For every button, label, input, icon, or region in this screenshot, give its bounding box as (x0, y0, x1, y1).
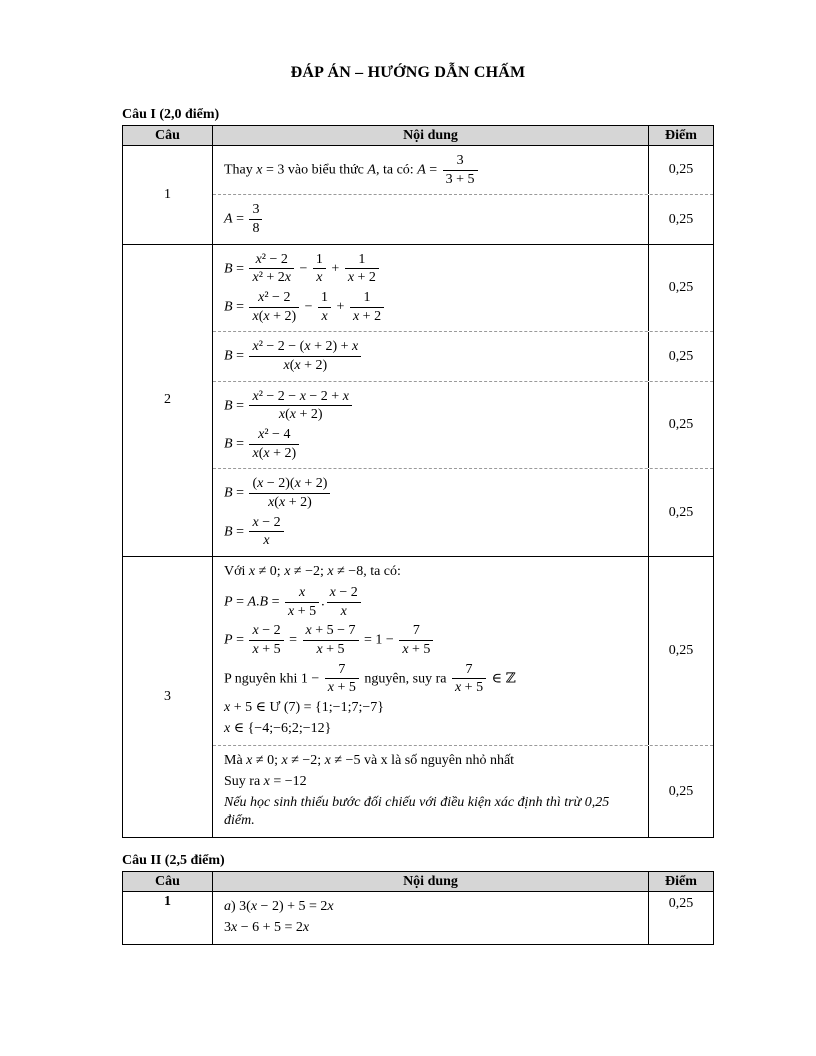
fraction-numerator: x² − 2 (249, 290, 299, 308)
content-cell (213, 746, 649, 838)
math-text: . (321, 594, 325, 610)
column-header-diem: Điểm (665, 128, 697, 143)
fraction (249, 252, 294, 286)
plain-text: nguyên, suy ra (360, 671, 450, 687)
content-line (224, 289, 640, 325)
content-cell (213, 469, 649, 556)
math-text: ∈ ℤ (488, 671, 516, 687)
fraction-denominator: x(x + 2) (283, 358, 328, 374)
content-line (224, 752, 640, 771)
content-cell (213, 245, 649, 332)
fraction-denominator: x + 5 (316, 642, 345, 657)
fraction-denominator: x + 5 (402, 642, 431, 657)
question-number: 3 (123, 557, 213, 837)
score-cell: 0,25 (668, 642, 694, 658)
math-text: = 1 − (360, 632, 398, 648)
score-cell: 0,25 (668, 896, 694, 912)
math-text: B = (224, 261, 248, 277)
content-line (224, 622, 640, 658)
fraction-numerator: x² − 2 − x − 2 + x (249, 389, 351, 407)
plain-text: Với (224, 564, 249, 580)
fraction (452, 662, 486, 696)
note-text: Nếu học sinh thiếu bước đối chiếu với điều kiện xác định thì trừ 0,25 điểm. (224, 794, 610, 829)
fraction (325, 662, 359, 696)
fraction-denominator: 8 (252, 221, 260, 237)
section-cau-2 (122, 853, 714, 945)
math-text: x + 5 ∈ Ư (7) = {1;−1;7;−7} (224, 700, 384, 716)
fraction (249, 202, 262, 236)
fraction-denominator: x² + 2x (252, 270, 291, 286)
section-cau-1 (122, 107, 714, 838)
fraction-numerator: 7 (399, 623, 433, 641)
score-cell: 0,25 (668, 211, 694, 227)
content-line (224, 794, 640, 832)
table-row (213, 892, 713, 944)
math-text: − (301, 299, 317, 315)
table-row (213, 469, 713, 556)
fraction-denominator: x(x + 2) (252, 308, 297, 324)
math-text: B = (224, 436, 248, 452)
content-line (224, 514, 640, 550)
fraction-denominator: x + 2 (352, 308, 382, 324)
row-container (213, 892, 713, 944)
fraction (399, 623, 433, 657)
score-cell: 0,25 (668, 783, 694, 799)
math-text: 1 − (300, 671, 323, 687)
table-header-row (123, 126, 713, 146)
content-line (224, 201, 640, 237)
math-text: B = (224, 524, 248, 540)
math-text: x ∈ {−4;−6;2;−12} (224, 720, 332, 736)
content-line (224, 338, 640, 374)
fraction-numerator: 7 (452, 662, 486, 680)
score-cell: 0,25 (668, 348, 694, 364)
fraction-numerator: x² − 4 (249, 427, 299, 445)
content-line (224, 661, 640, 697)
score-cell: 0,25 (668, 280, 694, 296)
fraction-denominator: x (263, 533, 270, 549)
math-text: x ≠ 0; x ≠ −2; x ≠ −5 (246, 752, 361, 768)
fraction (249, 389, 351, 423)
column-header-cau: Câu (123, 872, 213, 891)
fraction-denominator: x + 5 (288, 603, 317, 619)
content-cell (213, 195, 649, 243)
column-header-noidung: Nội dung (213, 872, 649, 891)
fraction-numerator: 3 (443, 153, 478, 171)
plain-text: P nguyên khi (224, 671, 301, 687)
table-row-group (123, 557, 713, 837)
content-line (224, 152, 640, 188)
fraction (318, 290, 331, 324)
score-cell: 0,25 (668, 504, 694, 520)
fraction (249, 515, 283, 549)
fraction (345, 252, 379, 286)
fraction-numerator: 1 (318, 290, 331, 308)
content-line (224, 584, 640, 620)
row-container (213, 146, 713, 244)
table-row (213, 332, 713, 381)
math-text: x ≠ 0; x ≠ −2; x ≠ −8 (248, 564, 364, 580)
fraction-numerator: x − 2 (327, 585, 361, 603)
fraction-numerator: x² − 2 − (x + 2) + x (249, 339, 361, 357)
fraction (443, 153, 478, 187)
fraction-denominator: x(x + 2) (252, 445, 297, 461)
score-cell: 0,25 (668, 417, 694, 433)
fraction-denominator: 3 + 5 (445, 171, 475, 187)
content-line (224, 563, 640, 582)
answer-table (122, 125, 714, 838)
fraction-denominator: x + 5 (252, 642, 281, 657)
column-header-diem: Điểm (665, 874, 697, 890)
fraction-numerator: 3 (249, 202, 262, 220)
content-line (224, 426, 640, 462)
fraction-denominator: x (316, 270, 323, 286)
fraction-numerator: x + 5 − 7 (303, 623, 359, 641)
content-cell (213, 332, 649, 380)
fraction-denominator: x + 5 (327, 680, 356, 696)
content-line (224, 699, 640, 718)
fraction (313, 252, 326, 286)
math-text: B = (224, 398, 248, 414)
answer-table (122, 871, 714, 945)
math-text: A = (417, 162, 441, 178)
plain-text: Suy ra (224, 773, 264, 789)
fraction-denominator: x(x + 2) (278, 407, 323, 423)
fraction-numerator: x (285, 585, 319, 603)
sections-container (122, 107, 714, 945)
content-line (224, 773, 640, 792)
fraction-denominator: x (321, 308, 328, 324)
table-row (213, 382, 713, 470)
question-number: 1 (123, 146, 213, 244)
content-cell (213, 557, 649, 745)
plain-text: , ta có: (375, 162, 418, 178)
row-container (213, 557, 713, 837)
table-row (213, 557, 713, 746)
fraction-numerator: 1 (313, 252, 326, 270)
fraction (249, 339, 361, 373)
fraction-numerator: 7 (325, 662, 359, 680)
content-line (224, 919, 640, 938)
plain-text: , ta có: (363, 564, 401, 580)
math-text: + (327, 261, 343, 277)
page-title: ĐÁP ÁN – HƯỚNG DẪN CHẤM (290, 64, 526, 81)
math-text: 3x − 6 + 5 = 2x (224, 920, 310, 936)
fraction-numerator: (x − 2)(x + 2) (249, 476, 330, 494)
plain-text: Mà (224, 752, 247, 768)
table-row (213, 146, 713, 195)
math-text: B = (224, 485, 248, 501)
math-text: B = (224, 299, 248, 315)
table-row (213, 195, 713, 243)
table-row (213, 245, 713, 333)
fraction-denominator: x + 5 (454, 680, 484, 696)
table-row-group (123, 245, 713, 557)
fraction-numerator: 1 (350, 290, 384, 308)
math-text: + (333, 299, 348, 315)
content-cell (213, 146, 649, 194)
fraction-numerator: 1 (345, 252, 379, 270)
section-heading: Câu II (2,5 điểm) (122, 853, 225, 869)
math-text: A = (224, 211, 248, 227)
math-text: − (296, 261, 311, 277)
math-text: a) 3(x − 2) + 5 = 2x (224, 899, 334, 915)
fraction (350, 290, 384, 324)
content-line (224, 388, 640, 424)
table-row-group (123, 146, 713, 245)
fraction-numerator: x − 2 (249, 515, 283, 533)
math-text: = (285, 632, 301, 648)
row-container (213, 245, 713, 556)
content-line (224, 898, 640, 917)
content-cell (213, 892, 649, 944)
math-text: P = A.B = (224, 594, 283, 610)
score-cell: 0,25 (668, 162, 694, 178)
content-line (224, 720, 640, 739)
fraction-denominator: x + 2 (347, 270, 376, 286)
fraction (303, 623, 359, 657)
content-line (224, 251, 640, 287)
content-line (224, 475, 640, 511)
column-header-noidung: Nội dung (213, 126, 649, 145)
fraction-numerator: x − 2 (249, 623, 283, 641)
question-number: 1 (123, 892, 213, 944)
fraction (249, 290, 299, 324)
plain-text: và x là số nguyên nhỏ nhất (360, 752, 515, 768)
fraction (249, 476, 330, 510)
question-number: 2 (123, 245, 213, 556)
fraction-denominator: x(x + 2) (268, 495, 312, 511)
fraction (327, 585, 361, 619)
plain-text: vào biểu thức (284, 162, 368, 178)
math-text: B = (224, 348, 248, 364)
table-row (213, 746, 713, 838)
content-cell (213, 382, 649, 469)
plain-text: Thay (224, 162, 257, 178)
table-header-row (123, 872, 713, 892)
math-text: A (367, 162, 376, 178)
fraction (285, 585, 319, 619)
table-row-group (123, 892, 713, 944)
fraction-denominator: x (340, 603, 347, 619)
section-heading: Câu I (2,0 điểm) (122, 107, 220, 122)
fraction-numerator: x² − 2 (249, 252, 294, 270)
column-header-cau: Câu (123, 126, 213, 145)
fraction (249, 623, 283, 657)
fraction (249, 427, 299, 461)
math-text: x = 3 (256, 162, 285, 178)
math-text: P = (224, 632, 248, 648)
math-text: x = −12 (263, 773, 307, 789)
